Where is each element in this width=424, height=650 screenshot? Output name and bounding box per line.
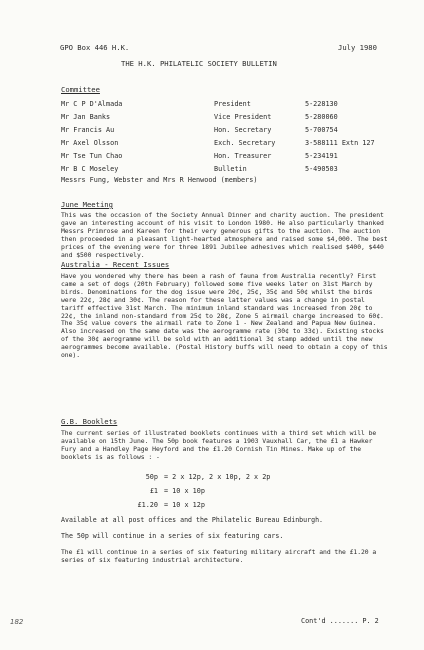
committee-role: Vice President xyxy=(214,113,272,121)
booklet-content: = 2 x 12p, 2 x 10p, 2 x 2p xyxy=(164,473,271,481)
gb-booklets-text: The current series of illustrated booklets continues with a third set which will be available on 15th June. The 50p book features a 1903 Vauxhall Car, the £1 a Hawker Fury and a Handley Page Heyford and the £1.20 Cornish Tin Mines. Make up of the booklets is as follows : - xyxy=(61,429,377,461)
committee-name: Mr Tse Tun Chao xyxy=(61,152,123,160)
committee-phone: 5-490503 xyxy=(305,165,338,173)
booklet-price: £1.20 xyxy=(137,501,158,509)
australia-text: Have you wondered why there has been a rash of fauna from Australia recently? First came a set of dogs (20th February) followed some five weeks later on 31st March by birds. Denominations for the dog issue were 20¢, 25¢, 35¢ and 50¢ whilst the birds were 22¢, 28¢ and 30¢. The reason for these latter values was a change in postal tariff effective 31st March. The minimum inland standard was increased from 20¢ to 22¢, the inland non-standard from 25¢ to 28¢, Zone 5 airmail charge increased to 60¢. The 35¢ value covers the airmail rate to Zone 1 - New Zealand and Papua New Guinea. Also increased on the same date was the aerogramme rate (30¢ to 33¢). Existing stocks of the 30¢ aerogramme will be sold with an additional 3¢ stamp added until the new aerogrammes become available. (Postal History buffs will need to obtain a copy of this one). xyxy=(61,272,388,360)
june-meeting-text: This was the occasion of the Society Annual Dinner and charity auction. The president gave an interesting account of his visit to London 1980. He also particularly thanked Messrs Primrose and Kareen for their very generous gifts to the auction. The auction then proceeded in a pleasant light-hearted atmosphere and raised some $4,000. The best prices of the evening were for three 1891 Jubilee adhesives which realised $400, $440 and $500 respectively. xyxy=(61,211,388,259)
date: July 1980 xyxy=(338,43,377,52)
committee-role: Hon. Secretary xyxy=(214,126,272,134)
handwritten-margin-note: 182 xyxy=(10,618,24,626)
committee-name: Mr B C Moseley xyxy=(61,165,119,173)
committee-phone: 5-280060 xyxy=(305,113,338,121)
po-box: GPO Box 446 H.K. xyxy=(60,43,130,52)
committee-heading: Committee xyxy=(61,85,100,94)
committee-role: Bulletin xyxy=(214,165,247,173)
committee-role: Hon. Treasurer xyxy=(214,152,272,160)
continued-note: Cont'd ....... P. 2 xyxy=(301,617,379,625)
booklet-content: = 10 x 10p xyxy=(164,487,205,495)
committee-role: President xyxy=(214,100,251,108)
australia-heading: Australia - Recent Issues xyxy=(61,260,170,269)
booklet-price: 50p xyxy=(145,473,158,481)
series-other-note: The £1 will continue in a series of six featuring military aircraft and the £1.20 a series of six featuring industrial architecture. xyxy=(61,548,377,564)
series-50p-note: The 50p will continue in a series of six featuring cars. xyxy=(61,532,284,540)
committee-name: Mr Jan Banks xyxy=(61,113,111,121)
bulletin-title: THE H.K. PHILATELIC SOCIETY BULLETIN xyxy=(121,59,277,68)
committee-phone: 5-700754 xyxy=(305,126,338,134)
booklet-content: = 10 x 12p xyxy=(164,501,205,509)
booklet-price: £1 xyxy=(149,487,158,495)
gb-booklets-heading: G.B. Booklets xyxy=(61,417,118,426)
june-meeting-heading: June Meeting xyxy=(61,200,113,209)
committee-phone: 5-228130 xyxy=(305,100,338,108)
committee-role: Exch. Secretary xyxy=(214,139,276,147)
committee-name: Mr C P D'Almada xyxy=(61,100,123,108)
committee-phone: 5-234191 xyxy=(305,152,338,160)
committee-phone: 3-588111 Extn 127 xyxy=(305,139,375,147)
availability-line: Available at all post offices and the Philatelic Bureau Edinburgh. xyxy=(61,516,324,524)
committee-name: Mr Axel Olsson xyxy=(61,139,119,147)
committee-members: Messrs Fung, Webster and Mrs R Henwood (members) xyxy=(61,176,258,184)
committee-name: Mr Francis Au xyxy=(61,126,115,134)
